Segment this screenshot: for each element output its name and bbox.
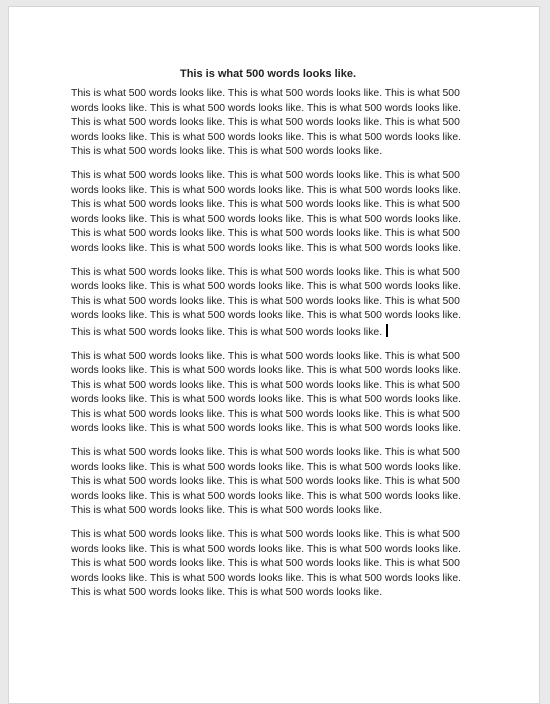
document-title: This is what 500 words looks like. — [179, 68, 357, 80]
document-page[interactable] — [8, 6, 540, 704]
paragraph-4: This is what 500 words looks like. This is what 500 words looks like. This is what 500 words looks like. This is what 500 words looks like. This is what 500 words looks like. This is what 500 words looks like. This is what 500 words looks like. This is what 500 words looks like. This is what 500 words looks like. This is what 500 words looks like. This is what 500 words looks like. This is what 500 words looks like. This is what 500 words looks like. This is what 500 words looks like. This is what 500 words looks like. — [71, 350, 462, 435]
paragraph-2: This is what 500 words looks like. This is what 500 words looks like. This is what 500 words looks like. This is what 500 words looks like. This is what 500 words looks like. This is what 500 words looks like. This is what 500 words looks like. This is what 500 words looks like. This is what 500 words looks like. This is what 500 words looks like. This is what 500 words looks like. This is what 500 words looks like. This is what 500 words looks like. This is what 500 words looks like. This is what 500 words looks like. — [71, 169, 462, 254]
paragraph-1: This is what 500 words looks like. This is what 500 words looks like. This is what 500 words looks like. This is what 500 words looks like. This is what 500 words looks like. This is what 500 words looks like. This is what 500 words looks like. This is what 500 words looks like. This is what 500 words looks like. This is what 500 words looks like. This is what 500 words looks like. This is what 500 words looks like. — [71, 88, 462, 158]
document-body[interactable] — [71, 67, 465, 610]
text-cursor — [386, 324, 388, 337]
paragraph-6: This is what 500 words looks like. This is what 500 words looks like. This is what 500 words looks like. This is what 500 words looks like. This is what 500 words looks like. This is what 500 words looks like. This is what 500 words looks like. This is what 500 words looks like. This is what 500 words looks like. This is what 500 words looks like. This is what 500 words looks like. This is what 500 words looks like. — [71, 529, 462, 599]
paragraph-5: This is what 500 words looks like. This is what 500 words looks like. This is what 500 words looks like. This is what 500 words looks like. This is what 500 words looks like. This is what 500 words looks like. This is what 500 words looks like. This is what 500 words looks like. This is what 500 words looks like. This is what 500 words looks like. This is what 500 words looks like. This is what 500 words looks like. — [71, 447, 462, 517]
paragraph-3 — [71, 266, 465, 341]
paragraph-3-text: This is what 500 words looks like. This is what 500 words looks like. This is what 500 words looks like. This is what 500 words looks like. This is what 500 words looks like. This is what 500 words looks like. This is what 500 words looks like. This is what 500 words looks like. This is what 500 words looks like. This is what 500 words looks like. This is what 500 words looks like. This is what 500 words looks like. — [71, 266, 462, 338]
